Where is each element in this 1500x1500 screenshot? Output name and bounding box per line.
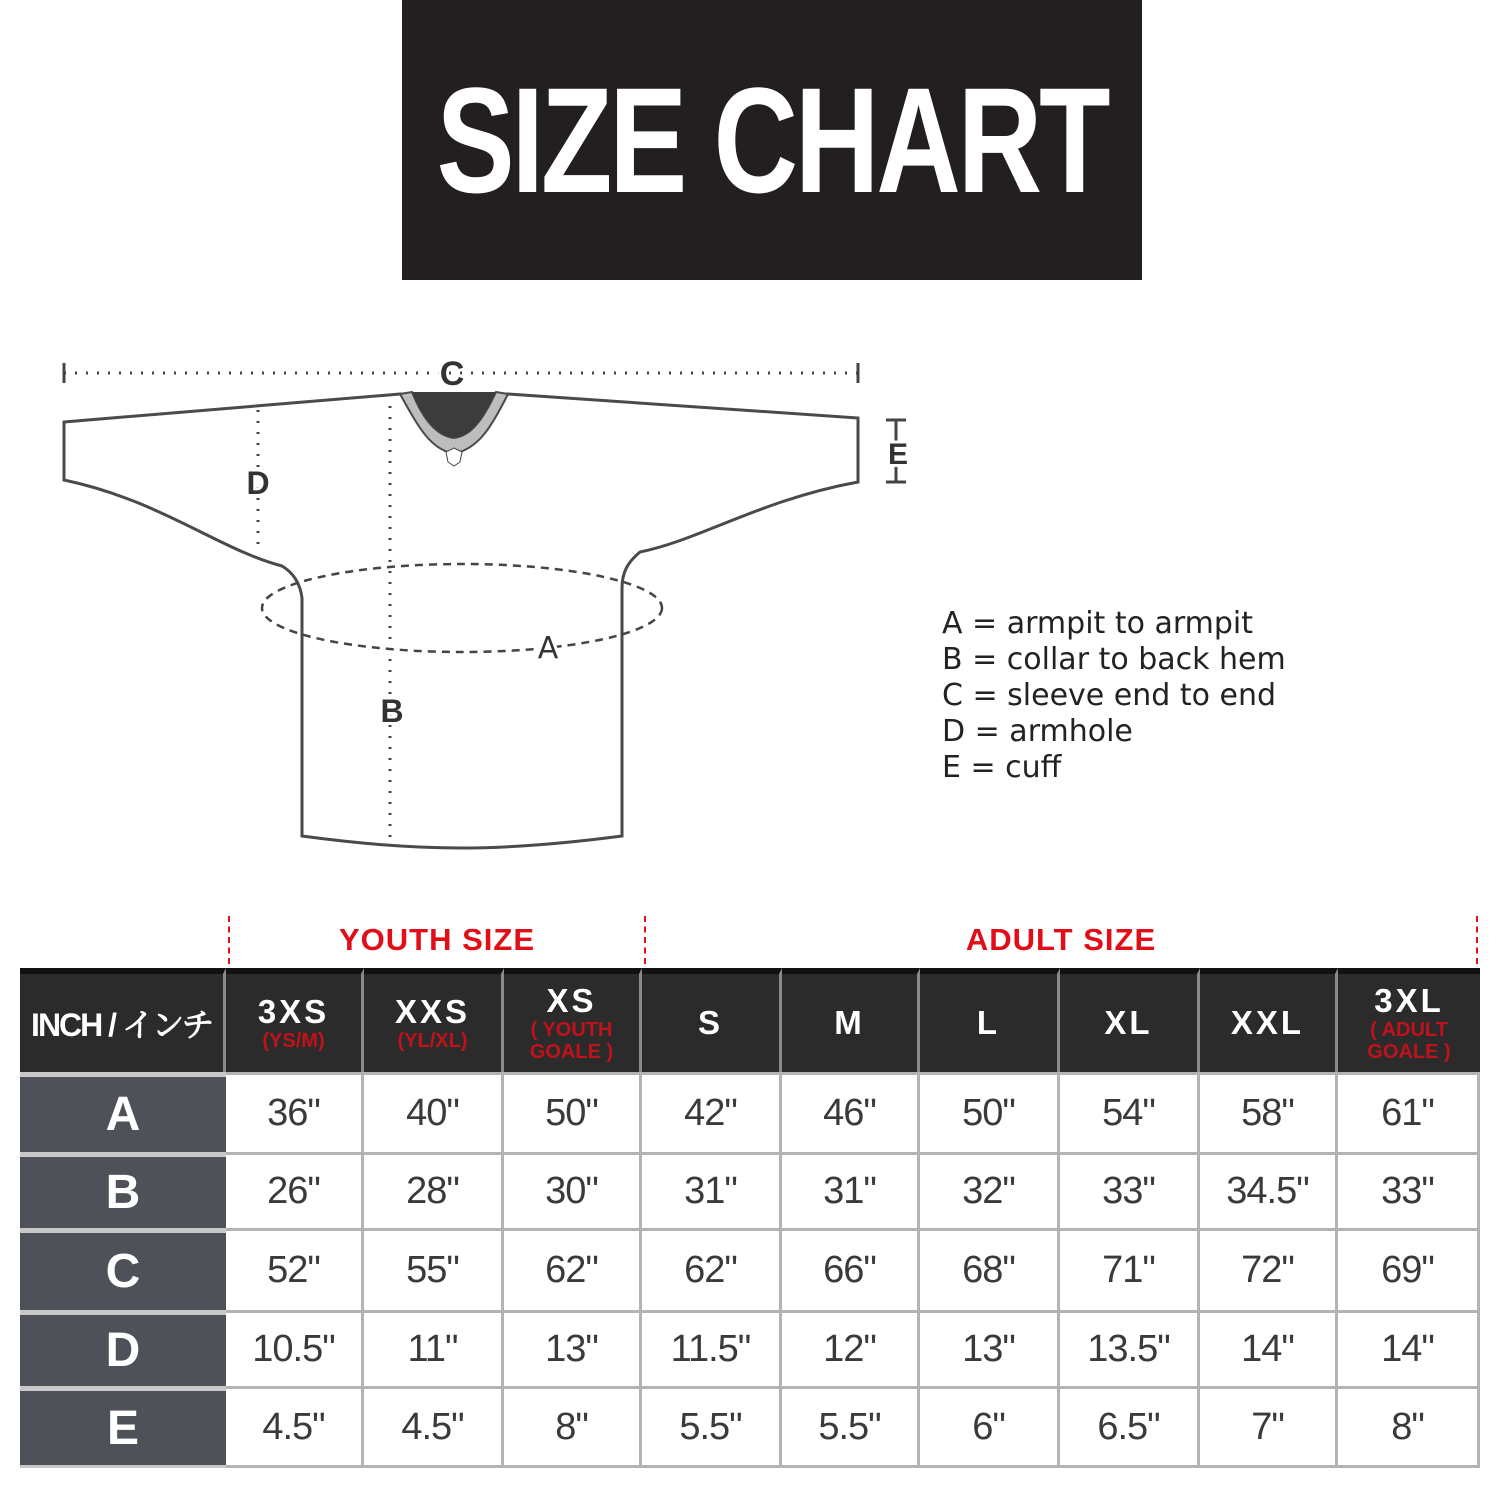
diagram-label-a: A [537,631,559,666]
legend-item-d: D = armhole [942,714,1133,749]
legend-item-e: E = cuff [942,750,1062,785]
size-name: L [976,1004,1001,1041]
table-cell: 62" [642,1228,782,1310]
table-cell: 50" [920,1072,1060,1152]
size-name: 3XS [257,993,330,1030]
measurement-legend [942,606,1462,786]
size-header [1338,968,1480,1072]
size-name: S [697,1004,723,1041]
size-note: (YS/M) [262,1030,325,1052]
size-header [1200,968,1338,1072]
table-cell: 71" [1060,1228,1200,1310]
table-cell: 31" [642,1152,782,1228]
size-header [1060,968,1200,1072]
size-table [20,968,1480,1468]
table-cell: 50" [504,1072,642,1152]
table-cell: 58" [1200,1072,1338,1152]
row-label: D [20,1310,226,1386]
table-cell: 10.5" [226,1310,364,1386]
table-cell: 6" [920,1386,1060,1468]
table-cell: 46" [782,1072,920,1152]
row-label: E [20,1386,226,1468]
table-cell: 36" [226,1072,364,1152]
row-label: C [20,1228,226,1310]
table-cell: 13" [504,1310,642,1386]
diagram-label-d: D [246,465,270,501]
size-name: XL [1104,1004,1153,1041]
table-cell: 12" [782,1310,920,1386]
table-cell: 54" [1060,1072,1200,1152]
table-cell: 52" [226,1228,364,1310]
table-cell: 61" [1338,1072,1480,1152]
table-cell: 68" [920,1228,1060,1310]
size-note: (YL/XL) [397,1030,468,1052]
size-header [504,968,642,1072]
jersey-outline [64,394,858,848]
size-name: XS [546,982,597,1019]
table-cell: 62" [504,1228,642,1310]
size-header [226,968,364,1072]
table-row [20,1152,1480,1228]
group-divider-right [1476,916,1478,964]
table-cell: 4.5" [226,1386,364,1468]
table-cell: 8" [1338,1386,1480,1468]
table-cell: 11" [364,1310,504,1386]
page-title: SIZE CHART [436,56,1108,224]
size-name: XXS [394,993,471,1030]
size-header [642,968,782,1072]
table-cell: 72" [1200,1228,1338,1310]
row-label: A [20,1072,226,1152]
table-cell: 13" [920,1310,1060,1386]
youth-size-label: YOUTH SIZE [338,922,535,957]
unit-header: INCH / インチ [20,968,226,1072]
table-header-row [20,968,1480,1072]
size-note: ( ADULT GOALE ) [1367,1019,1451,1063]
table-cell: 13.5" [1060,1310,1200,1386]
table-cell: 5.5" [642,1386,782,1468]
size-note: ( YOUTH GOALE ) [529,1019,614,1063]
size-name: M [834,1004,865,1041]
table-cell: 5.5" [782,1386,920,1468]
diagram-label-c: C [439,355,465,393]
table-cell: 33" [1060,1152,1200,1228]
diagram-label-b: B [380,693,404,729]
table-cell: 26" [226,1152,364,1228]
jersey-diagram [0,330,920,870]
table-row [20,1072,1480,1152]
legend-item-b: B = collar to back hem [942,642,1286,677]
table-cell: 33" [1338,1152,1480,1228]
table-row [20,1386,1480,1468]
table-cell: 34.5" [1200,1152,1338,1228]
table-cell: 11.5" [642,1310,782,1386]
size-header [364,968,504,1072]
table-cell: 6.5" [1060,1386,1200,1468]
table-cell: 14" [1338,1310,1480,1386]
legend-item-a: A = armpit to armpit [942,606,1254,641]
title-banner [402,0,1142,280]
table-cell: 40" [364,1072,504,1152]
size-name: 3XL [1374,982,1444,1019]
diagram-label-e: E [887,438,909,471]
table-cell: 31" [782,1152,920,1228]
table-cell: 32" [920,1152,1060,1228]
table-cell: 69" [1338,1228,1480,1310]
row-label: B [20,1152,226,1228]
table-cell: 30" [504,1152,642,1228]
legend-item-c: C = sleeve end to end [942,678,1276,713]
table-cell: 14" [1200,1310,1338,1386]
table-cell: 8" [504,1386,642,1468]
table-cell: 4.5" [364,1386,504,1468]
table-cell: 66" [782,1228,920,1310]
table-cell: 7" [1200,1386,1338,1468]
size-header [782,968,920,1072]
table-row [20,1228,1480,1310]
size-header [920,968,1060,1072]
table-cell: 42" [642,1072,782,1152]
table-cell: 55" [364,1228,504,1310]
adult-size-label: ADULT SIZE [965,922,1157,957]
size-name: XXL [1230,1004,1305,1041]
table-row [20,1310,1480,1386]
table-cell: 28" [364,1152,504,1228]
